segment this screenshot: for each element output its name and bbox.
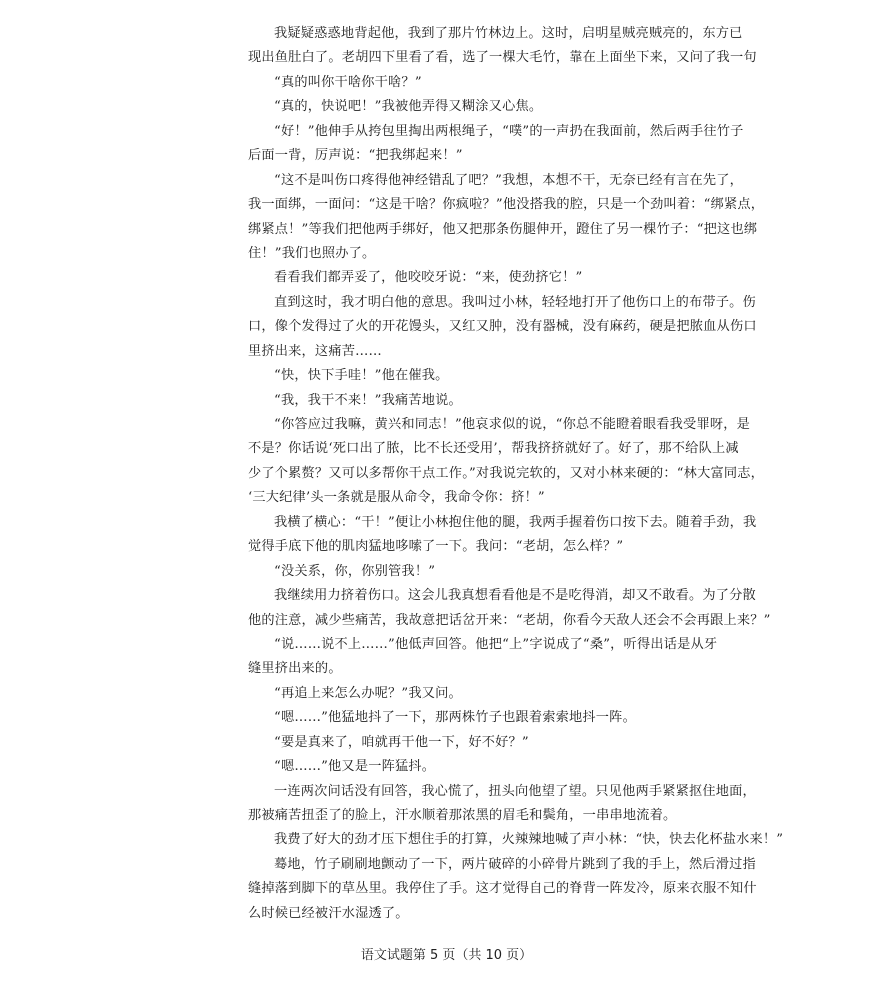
passage-line: 里挤出来，这痛苦…… [248,343,382,359]
passage-line: 看看我们都弄妥了，他咬咬牙说：“来，使劲挤它！” [274,270,583,286]
passage-line: 我横了横心：“干！”便让小林抱住他的腿，我两手握着伤口按下去。随着手劲，我 [274,514,757,530]
passage-line: 缝里挤出来的。 [248,661,342,677]
passage-line: “嗯……”他猛地抖了一下，那两株竹子也跟着索索地抖一阵。 [274,710,636,726]
passage-line: “真的叫你干啥你干啥？” [274,74,422,90]
passage-line: “好！”他伸手从挎包里掏出两根绳子，“噗”的一声扔在我面前，然后两手往竹子 [274,123,744,139]
passage-line: “这不是叫伤口疼得他神经错乱了吧？”我想，本想不干，无奈已经有言在先了， [274,172,744,188]
passage-line: 后面一背，厉声说：“把我绑起来！” [248,148,463,164]
passage-line: “你答应过我嘛，黄兴和同志！”他哀求似的说，“你总不能瞪着眼看我受罪呀，是 [274,417,750,432]
passage-line: “没关系，你，你别管我！” [274,563,436,579]
passage-line: 么时候已经被汗水湿透了。 [248,905,409,921]
passage-line: 我继续用力挤着伤口。这会儿我真想看看他是不是吃得消，却又不敢看。为了分散 [274,588,756,604]
passage-line: 住！”我们也照办了。 [248,245,376,261]
passage-line: 直到这时，我才明白他的意思。我叫过小林，轻轻地打开了他伤口上的布带子。伤 [274,294,756,310]
passage-line: 觉得手底下他的肌肉猛地哆嗦了一下。我问：“老胡，怎么样？” [248,539,624,555]
passage-line: 不是？你话说‘死口出了脓，比不长还受用’，帮我挤挤就好了。好了，那不给队上减 [248,441,739,457]
passage-line: “嗯……”他又是一阵猛抖。 [274,759,436,775]
passage-line: 缝掉落到脚下的草丛里。我停住了手。这才觉得自己的脊背一阵发冷，原来衣服不知什 [248,881,757,897]
passage-line: “我，我干不来！”我痛苦地说。 [274,392,462,408]
passage-line: 口，像个发得过了火的开花馒头，又红又肿，没有器械，没有麻药，硬是把脓血从伤口 [248,319,757,335]
passage-line: 少了个累赘？又可以多帮你干点工作。”对我说完软的，又对小林来硬的：“林大富同志， [248,465,765,481]
passage-line: 现出鱼肚白了。老胡四下里看了看，选了一棵大毛竹，靠在上面坐下来，又问了我一句 [248,50,757,66]
passage-line: “快，快下手哇！”他在催我。 [274,368,449,384]
passage-line: “说……说不上……”他低声回答。他把“上”字说成了“桑”，听得出话是从牙 [274,636,718,652]
passage-line: 我疑疑惑惑地背起他，我到了那片竹林边上。这时，启明星贼亮贼亮的，东方已 [274,26,743,41]
passage-text [248,22,788,926]
passage-line: 我费了好大的劲才压下想住手的打算，火辣辣地喊了声小林：“快，快去化杯盐水来！” [274,832,784,848]
passage-line: 他的注意，减少些痛苦，我故意把话岔开来：“老胡，你看今天敌人还会不会再跟上来？” [248,612,771,628]
passage-line: 一连两次问话没有回答，我心慌了，扭头向他望了望。只见他两手紧紧抠住地面， [274,783,756,799]
passage-line: “真的，快说吧！”我被他弄得又糊涂又心焦。 [274,99,543,115]
passage-line: 我一面绑，一面问：“这是干啥？你疯啦？”他没搭我的腔，只是一个劲叫着：“绑紧点， [248,197,765,213]
passage-line: 那被痛苦扭歪了的脸上，汗水顺着那浓黑的眉毛和鬓角，一串串地流着。 [248,808,677,823]
passage-line: 绑紧点！”等我们把他两手绑好，他又把那条伤腿伸开，蹬住了另一棵竹子：“把这也绑 [248,221,758,237]
passage-line: ‘三大纪律’头一条就是服从命令，我命令你：挤！” [248,490,545,506]
page-footer: 语文试题第 5 页（共 10 页） [360,948,533,963]
passage-line: “要是真来了，咱就再干他一下，好不好？” [274,734,529,750]
passage-line: 蓦地，竹子刷刷地颤动了一下，两片破碎的小碎骨片跳到了我的手上，然后滑过指 [274,856,756,872]
passage-line: “再追上来怎么办呢？”我又问。 [274,685,462,701]
